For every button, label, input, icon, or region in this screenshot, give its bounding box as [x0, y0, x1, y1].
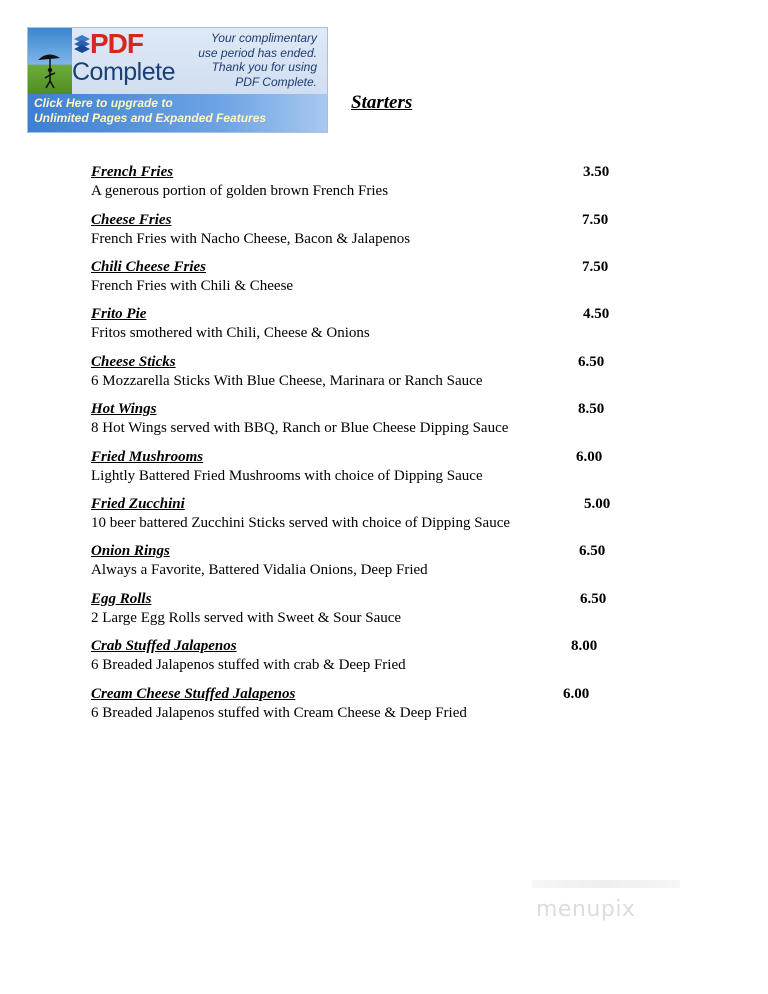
item-price: 6.50 — [579, 543, 606, 559]
notice-line: PDF Complete. — [235, 74, 317, 89]
item-description: 2 Large Egg Rolls served with Sweet & Sour Sauce — [91, 610, 402, 626]
item-description: A generous portion of golden brown French Fries — [91, 183, 389, 199]
item-name: Hot Wings — [91, 401, 157, 417]
item-price: 6.50 — [578, 354, 605, 370]
item-price: 3.50 — [583, 164, 610, 180]
menu-item — [91, 353, 651, 390]
watermark-bar — [532, 880, 680, 888]
upgrade-line[interactable]: Unlimited Pages and Expanded Features — [34, 111, 267, 125]
item-description: Fritos smothered with Chili, Cheese & Onions — [91, 325, 370, 341]
item-price: 6.50 — [580, 591, 607, 607]
item-description: Lightly Battered Fried Mushrooms with choice of Dipping Sauce — [91, 468, 483, 484]
upgrade-line[interactable]: Click Here to upgrade to — [34, 96, 173, 110]
notice-line: Your complimentary — [210, 31, 317, 45]
menu-item — [91, 685, 651, 722]
notice-line: use period has ended. — [198, 45, 317, 60]
item-price: 6.00 — [563, 686, 590, 702]
menu-item — [91, 448, 651, 485]
menu-item — [91, 590, 651, 627]
item-name: Cheese Fries — [91, 212, 172, 228]
notice-line: Thank you for using — [211, 60, 317, 74]
menu-item — [91, 495, 651, 532]
item-price: 8.00 — [571, 638, 598, 654]
umbrella-figure-icon — [36, 50, 66, 90]
trial-notice — [198, 31, 317, 89]
item-description: French Fries with Chili & Cheese — [91, 278, 294, 294]
menu-item — [91, 258, 651, 295]
menu-item — [91, 163, 651, 200]
pdf-complete-upgrade-banner[interactable] — [27, 27, 328, 133]
upgrade-link[interactable] — [28, 94, 327, 133]
logo-pdf-text: PDF — [90, 28, 143, 59]
menu-item — [91, 211, 651, 248]
page-title: Starters — [351, 92, 413, 113]
menu-item — [91, 542, 651, 579]
item-price: 7.50 — [582, 212, 609, 228]
item-name: Cream Cheese Stuffed Jalapenos — [91, 686, 296, 702]
item-description: Always a Favorite, Battered Vidalia Onions, Deep Fried — [91, 562, 428, 578]
menu-item — [91, 400, 651, 437]
menupix-watermark: menupix — [536, 897, 636, 922]
menu-item — [91, 637, 651, 674]
item-name: Fried Zucchini — [91, 496, 185, 512]
menu-item — [91, 305, 651, 342]
item-description: 6 Mozzarella Sticks With Blue Cheese, Marinara or Ranch Sauce — [91, 373, 483, 389]
item-price: 6.00 — [576, 449, 603, 465]
item-name: French Fries — [91, 164, 174, 180]
logo-complete-text: Complete — [72, 58, 175, 86]
item-price: 5.00 — [584, 496, 611, 512]
pdf-stack-icon — [73, 34, 91, 56]
item-description: 8 Hot Wings served with BBQ, Ranch or Blue Cheese Dipping Sauce — [91, 420, 509, 436]
item-name: Crab Stuffed Jalapenos — [91, 638, 237, 654]
item-name: Onion Rings — [91, 543, 170, 559]
item-name: Fried Mushrooms — [91, 449, 204, 465]
item-name: Frito Pie — [91, 306, 147, 322]
item-description: 6 Breaded Jalapenos stuffed with Cream Cheese & Deep Fried — [91, 705, 467, 721]
item-name: Chili Cheese Fries — [91, 259, 207, 275]
item-description: 10 beer battered Zucchini Sticks served with choice of Dipping Sauce — [91, 515, 511, 531]
item-name: Cheese Sticks — [91, 354, 176, 370]
item-price: 8.50 — [578, 401, 605, 417]
item-name: Egg Rolls — [91, 591, 152, 607]
item-description: French Fries with Nacho Cheese, Bacon & Jalapenos — [91, 231, 411, 247]
item-price: 4.50 — [583, 306, 610, 322]
item-price: 7.50 — [582, 259, 609, 275]
item-description: 6 Breaded Jalapenos stuffed with crab & Deep Fried — [91, 657, 406, 673]
